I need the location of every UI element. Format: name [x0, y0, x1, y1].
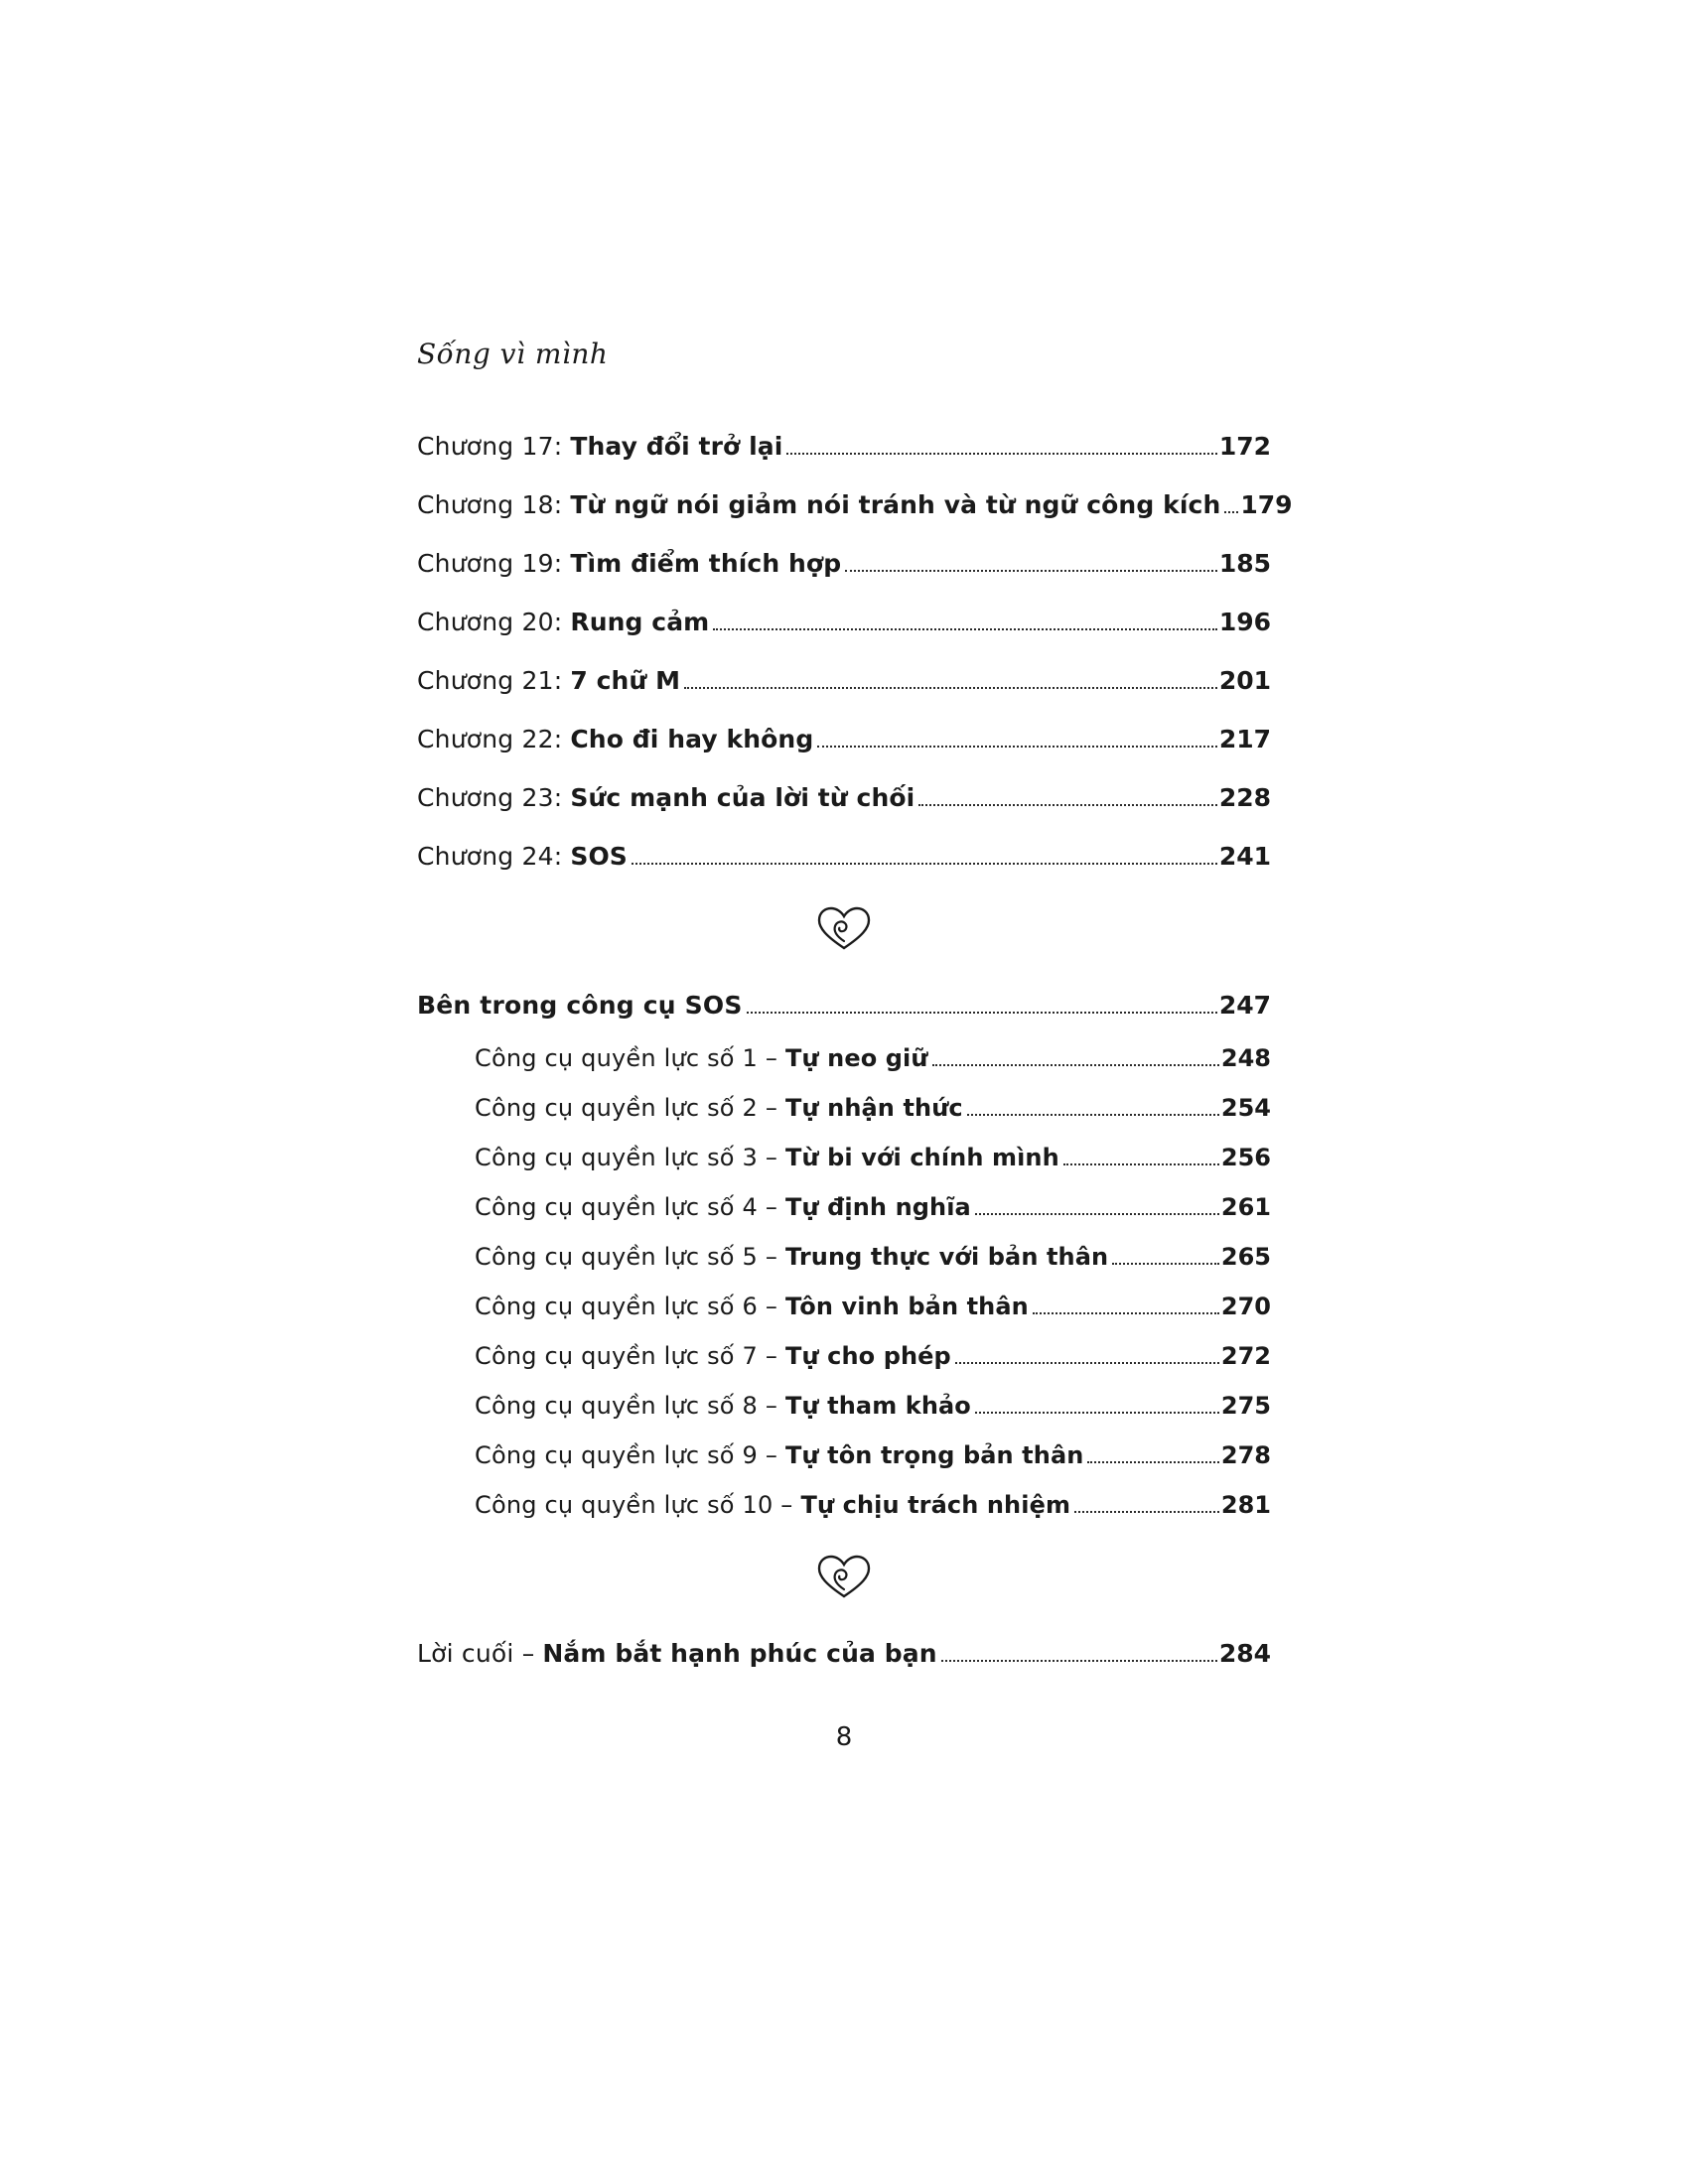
closing-title: Nắm bắt hạnh phúc của bạn — [542, 1639, 937, 1668]
leader-dots — [975, 1411, 1219, 1414]
leader-dots — [684, 686, 1217, 689]
list-item[interactable] — [475, 1342, 1271, 1371]
leader-dots — [918, 803, 1217, 806]
chapter-label: Chương 21: — [417, 666, 563, 695]
section-heading-row[interactable] — [417, 991, 1271, 1021]
closing-label: Lời cuối – — [417, 1639, 535, 1668]
leader-dots — [955, 1361, 1219, 1364]
heart-spiral-ornament-icon — [417, 905, 1271, 951]
chapter-title: SOS — [570, 842, 628, 871]
leader-dots — [1063, 1162, 1219, 1165]
leader-dots — [1224, 510, 1238, 513]
tool-title: Trung thực với bản thân — [785, 1243, 1109, 1271]
page-number: 185 — [1218, 549, 1271, 578]
table-of-contents — [417, 338, 1293, 1697]
tool-title: Tự neo giữ — [785, 1044, 928, 1072]
tool-title: Tự cho phép — [785, 1342, 951, 1370]
tool-label: Công cụ quyền lực số 3 – — [475, 1144, 778, 1171]
tool-title: Tự định nghĩa — [785, 1193, 971, 1221]
page-number: 278 — [1220, 1441, 1271, 1469]
page-number: 172 — [1218, 432, 1271, 461]
leader-dots — [632, 862, 1217, 865]
list-item[interactable] — [417, 666, 1271, 696]
page-number: 254 — [1220, 1094, 1271, 1122]
leader-dots — [713, 627, 1216, 630]
chapter-title: Sức mạnh của lời từ chối — [570, 783, 915, 812]
chapter-label: Chương 17: — [417, 432, 563, 461]
leader-dots — [1112, 1262, 1219, 1265]
page-number: 261 — [1220, 1193, 1271, 1221]
list-item[interactable] — [475, 1094, 1271, 1123]
tool-label: Công cụ quyền lực số 5 – — [475, 1243, 778, 1271]
closing-entry-row[interactable] — [417, 1639, 1271, 1669]
page-number: 256 — [1220, 1144, 1271, 1171]
tool-label: Công cụ quyền lực số 2 – — [475, 1094, 778, 1122]
chapter-title: Tìm điểm thích hợp — [570, 549, 842, 578]
list-item[interactable] — [417, 608, 1271, 637]
chapter-title: 7 chữ M — [570, 666, 681, 695]
chapter-label: Chương 24: — [417, 842, 563, 871]
tool-title: Tự tôn trọng bản thân — [785, 1441, 1084, 1469]
leader-dots — [747, 1011, 1217, 1014]
tool-title: Tôn vinh bản thân — [785, 1293, 1029, 1320]
chapter-label: Chương 20: — [417, 608, 563, 636]
tool-label: Công cụ quyền lực số 10 – — [475, 1491, 793, 1519]
leader-dots — [941, 1659, 1217, 1662]
list-item[interactable] — [475, 1193, 1271, 1222]
list-item[interactable] — [475, 1441, 1271, 1470]
page-number: 247 — [1218, 991, 1271, 1020]
chapter-title: Thay đổi trở lại — [570, 432, 783, 461]
tool-label: Công cụ quyền lực số 4 – — [475, 1193, 778, 1221]
heart-spiral-ornament-icon — [417, 1554, 1271, 1599]
list-item[interactable] — [417, 432, 1271, 462]
chapter-label: Chương 18: — [417, 490, 563, 519]
page-number: 201 — [1218, 666, 1271, 695]
list-item[interactable] — [417, 842, 1271, 872]
leader-dots — [1033, 1311, 1219, 1314]
list-item[interactable] — [417, 490, 1293, 520]
chapter-title: Cho đi hay không — [570, 725, 814, 753]
page-number: 281 — [1220, 1491, 1271, 1519]
page-number: 179 — [1240, 490, 1293, 519]
tool-label: Công cụ quyền lực số 6 – — [475, 1293, 778, 1320]
leader-dots — [975, 1212, 1219, 1215]
leader-dots — [932, 1063, 1219, 1066]
chapter-title: Từ ngữ nói giảm nói tránh và từ ngữ công kích — [570, 490, 1221, 519]
tool-title: Từ bi với chính mình — [785, 1144, 1059, 1171]
leader-dots — [967, 1113, 1219, 1116]
leader-dots — [1074, 1510, 1219, 1513]
list-item[interactable] — [417, 783, 1271, 813]
page-number: 248 — [1220, 1044, 1271, 1072]
tool-title: Tự chịu trách nhiệm — [800, 1491, 1071, 1519]
tool-label: Công cụ quyền lực số 9 – — [475, 1441, 778, 1469]
leader-dots — [817, 745, 1216, 748]
chapter-title: Rung cảm — [570, 608, 710, 636]
chapter-list — [417, 432, 1293, 872]
list-item[interactable] — [475, 1243, 1271, 1272]
page-number: 228 — [1218, 783, 1271, 812]
list-item[interactable] — [475, 1293, 1271, 1321]
page-number: 275 — [1220, 1392, 1271, 1420]
chapter-label: Chương 19: — [417, 549, 563, 578]
tool-label: Công cụ quyền lực số 8 – — [475, 1392, 778, 1420]
leader-dots — [1087, 1460, 1218, 1463]
page-number: 217 — [1218, 725, 1271, 753]
leader-dots — [845, 569, 1217, 572]
tool-title: Tự nhận thức — [785, 1094, 963, 1122]
tool-title: Tự tham khảo — [785, 1392, 971, 1420]
list-item[interactable] — [475, 1392, 1271, 1421]
tool-label: Công cụ quyền lực số 7 – — [475, 1342, 778, 1370]
power-tools-list — [417, 1044, 1271, 1520]
list-item[interactable] — [417, 725, 1271, 754]
page-number: 270 — [1220, 1293, 1271, 1320]
list-item[interactable] — [475, 1491, 1271, 1520]
page-number: 284 — [1218, 1639, 1271, 1668]
page-number: 272 — [1220, 1342, 1271, 1370]
leader-dots — [786, 452, 1216, 455]
list-item[interactable] — [475, 1144, 1271, 1172]
chapter-label: Chương 22: — [417, 725, 563, 753]
chapter-label: Chương 23: — [417, 783, 563, 812]
tool-label: Công cụ quyền lực số 1 – — [475, 1044, 778, 1072]
list-item[interactable] — [475, 1044, 1271, 1073]
list-item[interactable] — [417, 549, 1271, 579]
page-number: 241 — [1218, 842, 1271, 871]
sos-section — [417, 991, 1271, 1520]
folio-page-number: 8 — [835, 1722, 853, 1752]
section-title: Bên trong công cụ SOS — [417, 991, 743, 1020]
page-number: 196 — [1218, 608, 1271, 636]
running-head: Sống vì mình — [417, 338, 609, 370]
page-number: 265 — [1220, 1243, 1271, 1271]
